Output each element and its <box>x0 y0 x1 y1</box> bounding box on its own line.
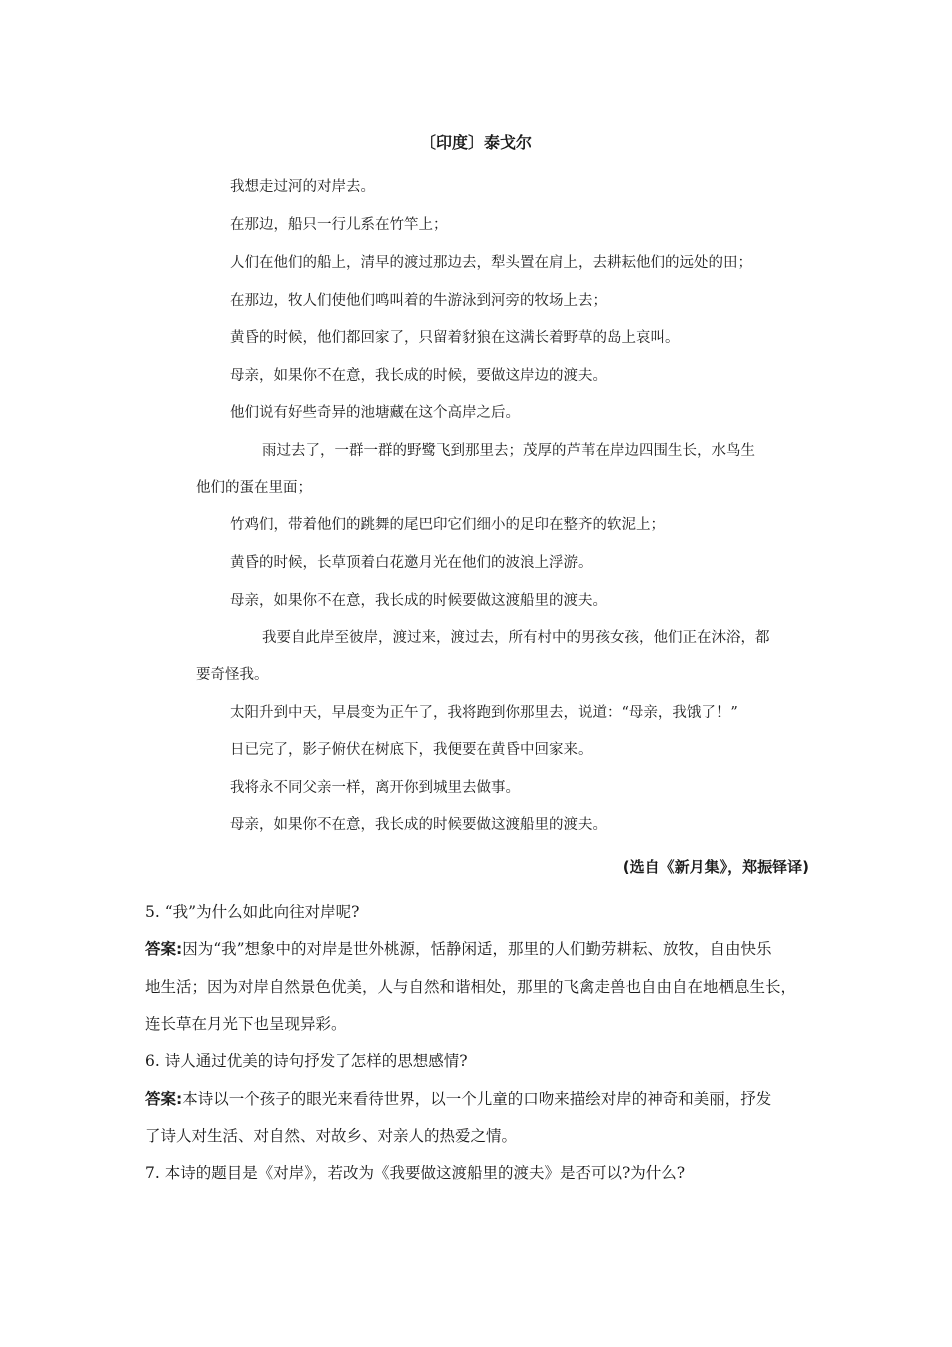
poem-line: 黄昏的时候，他们都回家了，只留着豺狼在这满长着野草的岛上哀叫。 <box>230 330 680 346</box>
answer-5-line-3: 连长草在月光下也呈现异彩。 <box>145 1015 347 1033</box>
poem-line: 日已完了，影子俯伏在树底下，我便要在黄昏中回家来。 <box>230 742 593 758</box>
poem-line: 母亲，如果你不在意，我长成的时候，要做这岸边的渡夫。 <box>230 368 607 384</box>
poem-line: 在那边，船只一行儿系在竹竿上； <box>230 217 448 233</box>
poem-line: 他们说有好些奇异的池塘藏在这个高岸之后。 <box>230 405 520 421</box>
answer-text: 因为“我”想象中的对岸是世外桃源，恬静闲适，那里的人们勤劳耕耘、放牧，自由快乐 <box>182 940 772 958</box>
poem-line: 太阳升到中天，早晨变为正午了，我将跑到你那里去，说道：“母亲，我饿了！” <box>230 705 738 721</box>
poem-line: 雨过去了，一群一群的野鹭飞到那里去；茂厚的芦苇在岸边四围生长，水鸟生 <box>262 443 755 459</box>
answer-6-line-1 <box>145 1087 771 1109</box>
question-6: 6. 诗人通过优美的诗句抒发了怎样的思想感情? <box>145 1052 468 1070</box>
poem-line: 我要自此岸至彼岸，渡过来，渡过去，所有村中的男孩女孩，他们正在沐浴，都 <box>262 630 770 646</box>
poem-line: 黄昏的时候，长草顶着白花邀月光在他们的波浪上浮游。 <box>230 555 593 571</box>
poem-line: 我将永不同父亲一样，离开你到城里去做事。 <box>230 780 520 796</box>
answer-6-line-2: 了诗人对生活、对自然、对故乡、对亲人的热爱之情。 <box>145 1127 518 1145</box>
answer-label: 答案: <box>145 1090 183 1108</box>
answer-5-line-2: 地生活；因为对岸自然景色优美，人与自然和谐相处，那里的飞禽走兽也自由自在地栖息生长， <box>145 978 797 996</box>
poem-line: 人们在他们的船上，清早的渡过那边去，犁头置在肩上，去耕耘他们的远处的田； <box>230 255 752 271</box>
question-5: 5. “我”为什么如此向往对岸呢? <box>145 903 360 921</box>
poem-line: 竹鸡们，带着他们的跳舞的尾巴印它们细小的足印在整齐的软泥上； <box>230 517 665 533</box>
poem-line: 母亲，如果你不在意，我长成的时候要做这渡船里的渡夫。 <box>230 817 607 833</box>
poem-line: 我想走过河的对岸去。 <box>230 179 375 195</box>
answer-text: 本诗以一个孩子的眼光来看待世界，以一个儿童的口吻来描绘对岸的神奇和美丽，抒发 <box>182 1090 772 1108</box>
answer-5-line-1 <box>145 937 772 959</box>
answer-label: 答案: <box>145 940 183 958</box>
poem-line: 在那边，牧人们使他们鸣叫着的牛游泳到河旁的牧场上去； <box>230 293 607 309</box>
poem-line: 他们的蛋在里面； <box>196 480 312 496</box>
source-citation: (选自《新月集》，郑振铎译) <box>622 858 809 876</box>
poem-line: 要奇怪我。 <box>196 667 269 683</box>
author-line: 〔印度〕泰戈尔 <box>419 133 532 152</box>
poem-line: 母亲，如果你不在意，我长成的时候要做这渡船里的渡夫。 <box>230 593 607 609</box>
question-7: 7. 本诗的题目是《对岸》，若改为《我要做这渡船里的渡夫》是否可以?为什么? <box>145 1164 686 1182</box>
